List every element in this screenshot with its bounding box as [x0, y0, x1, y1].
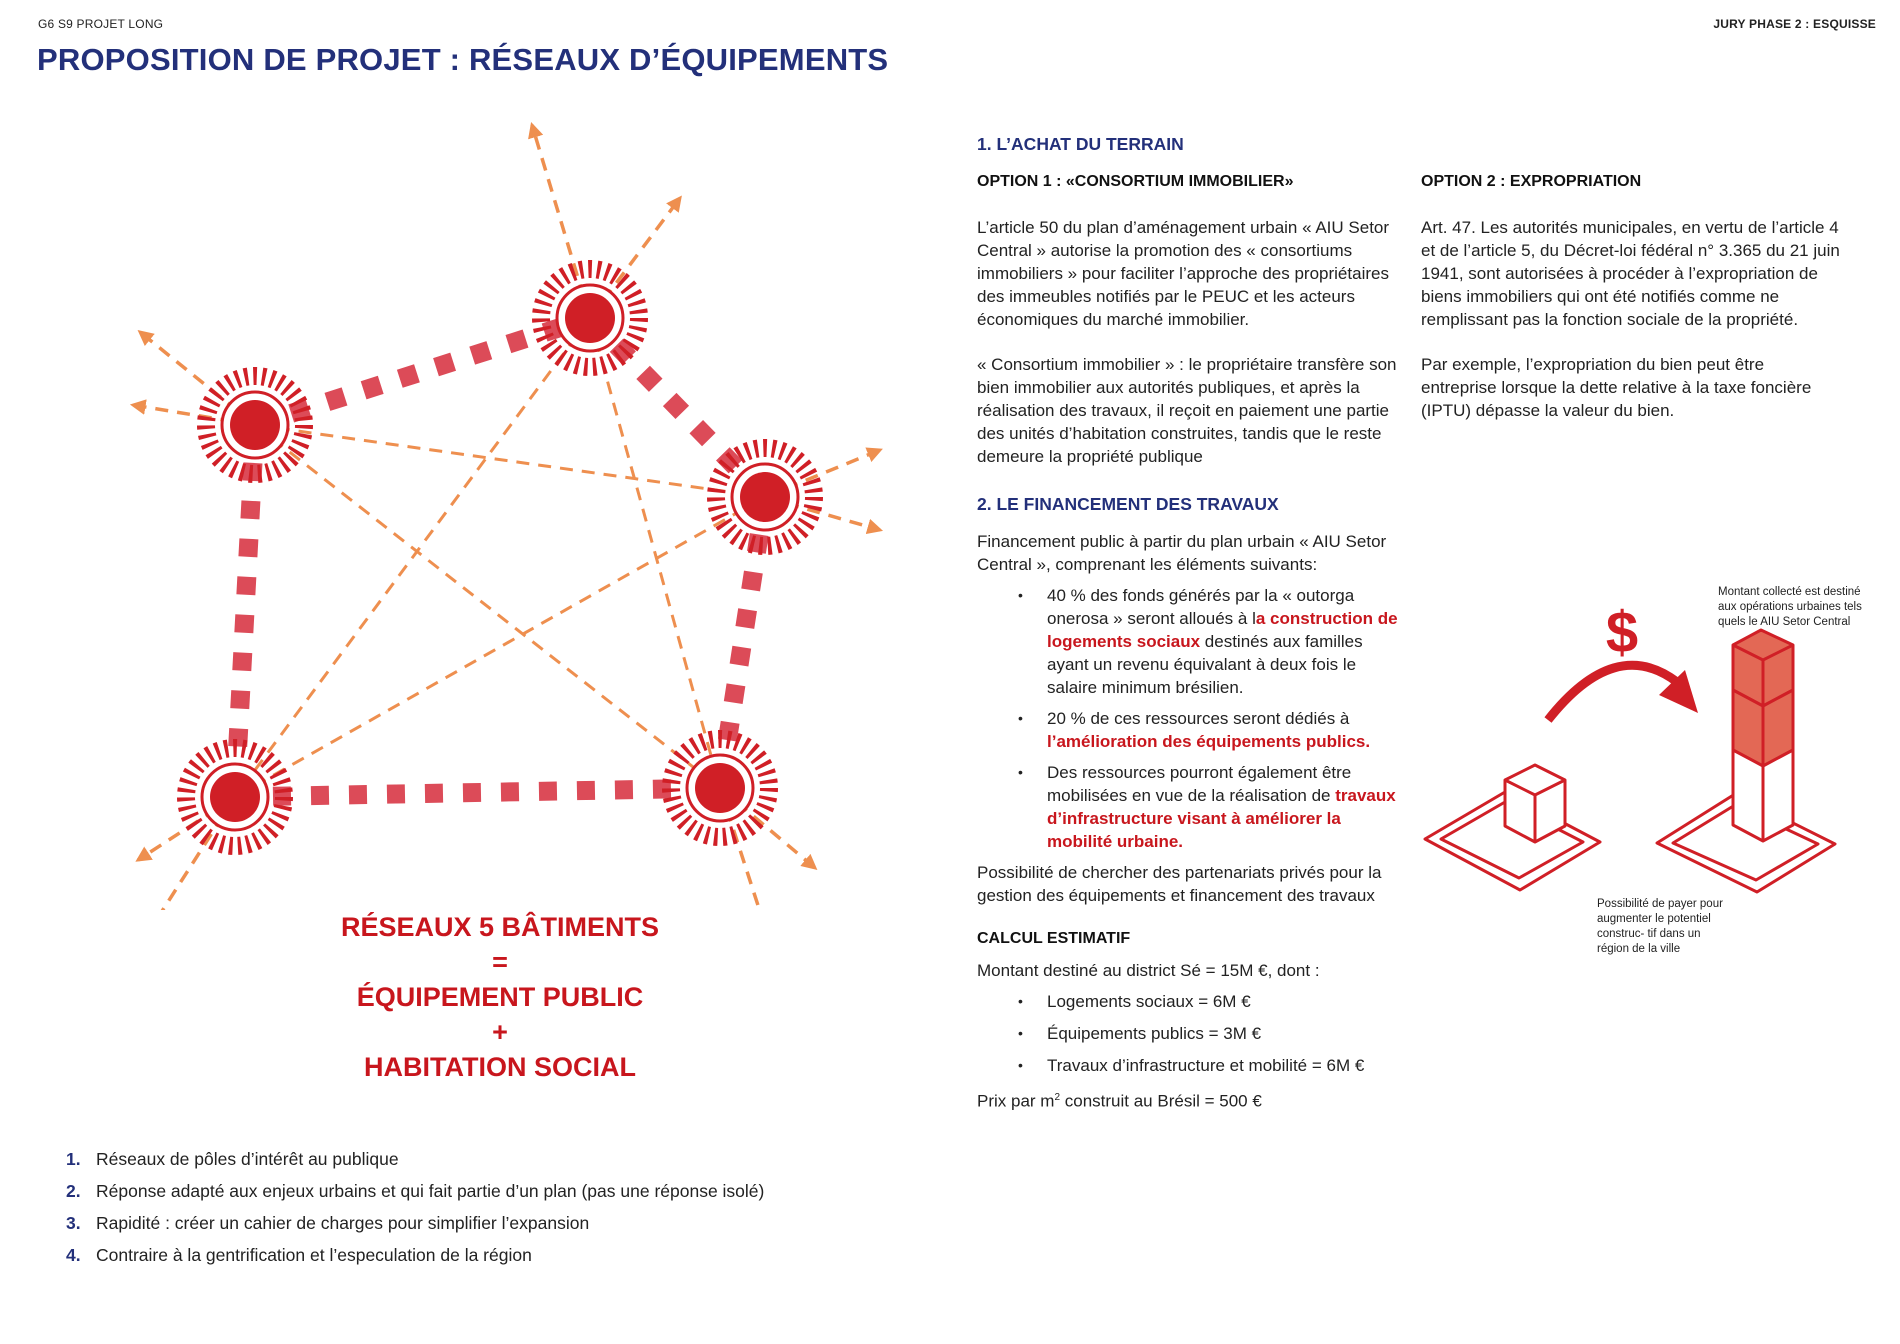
list-text: Réponse adapté aux enjeux urbains et qui fait partie d’un plan (pas une réponse isolé): [96, 1181, 765, 1201]
node-core: [695, 763, 745, 813]
calcul-title: CALCUL ESTIMATIF: [977, 930, 1131, 947]
price-text: Prix par m: [977, 1091, 1055, 1111]
price-per-sqm: [977, 1086, 1407, 1113]
transfer-arrow: [1548, 665, 1677, 720]
price-text: construit au Brésil = 500 €: [1060, 1091, 1262, 1111]
list-number: 2.: [66, 1181, 81, 1201]
list-number: 4.: [66, 1245, 81, 1265]
list-number: 3.: [66, 1213, 81, 1233]
bullet-text: 40 % des fonds générés par la « outorga onerosa » seront alloués à l: [1047, 586, 1355, 628]
building-node-icon: [541, 269, 639, 367]
list-item: • Logements sociaux = 6M €: [1047, 990, 1407, 1013]
text-column-left: [977, 133, 1407, 1113]
network-links: [235, 318, 765, 797]
network-nodes: [186, 269, 814, 846]
node-core: [565, 293, 615, 343]
node-core: [740, 472, 790, 522]
section-title-financing: 2. LE FINANCEMENT DES TRAVAUX: [977, 494, 1279, 514]
diagram-slogan: [260, 910, 740, 1085]
building-node-icon: [206, 376, 304, 474]
section-title-land-purchase: 1. L’ACHAT DU TERRAIN: [977, 134, 1184, 154]
node-core: [210, 772, 260, 822]
option1-paragraph: L’article 50 du plan d’aménagement urbain « AIU Setor Central » autorise la promotion des « consortiums immobiliers » pour faciliter l’approche des propriétaires des immeubles notifiés par le PEUC et les acteurs économiques du marché immobilier.: [977, 218, 1390, 329]
network-diagram: [100, 110, 900, 910]
option2-paragraph: Par exemple, l’expropriation du bien peut être entreprise lorsque la dette relative à la taxe foncière (IPTU) dépasse la valeur du bien.: [1421, 355, 1812, 420]
building-node-icon: [671, 739, 769, 837]
list-item: [66, 1207, 764, 1239]
financing-outro: Possibilité de chercher des partenariats privés pour la gestion des équipements et financement des travaux: [977, 863, 1382, 905]
network-diagonal: [235, 318, 590, 797]
building-node-icon: [186, 748, 284, 846]
illustration-note-bottom: Possibilité de payer pour augmenter le potentiel construc- tif dans un région de la ville: [1597, 898, 1723, 955]
slogan-line: +: [492, 1017, 508, 1047]
slogan-line: HABITATION SOCIAL: [364, 1052, 636, 1082]
slogan-line: RÉSEAUX 5 BÂTIMENTS: [340, 912, 660, 942]
list-item: [1047, 584, 1407, 699]
option2-title: OPTION 2 : EXPROPRIATION: [1421, 173, 1642, 190]
page-title: PROPOSITION DE PROJET : RÉSEAUX D’ÉQUIPEMENTS: [37, 42, 889, 77]
list-number: 1.: [66, 1149, 81, 1169]
list-text: Rapidité : créer un cahier de charges pour simplifier l’expansion: [96, 1213, 590, 1233]
list-item: [66, 1175, 764, 1207]
bullet-emphasis: travaux d’infrastructure visant à améliorer la mobilité urbaine.: [1047, 786, 1396, 851]
list-item: [66, 1239, 764, 1271]
list-item: [1047, 761, 1407, 853]
slogan-line: ÉQUIPEMENT PUBLIC: [356, 982, 644, 1012]
network-link: [235, 788, 720, 797]
bullet-emphasis: a construction de logements sociaux: [1047, 609, 1398, 651]
header-left-label: G6 S9 PROJET LONG: [38, 17, 164, 31]
dollar-icon: $: [1605, 600, 1639, 665]
financing-intro: Financement public à partir du plan urbain « AIU Setor Central », comprenant les éléments suivants:: [977, 532, 1387, 574]
tall-building-icon: [1657, 630, 1835, 892]
list-item: • Équipements publics = 3M €: [1047, 1022, 1407, 1045]
bullet-text: Des ressources pourront également être mobilisées en vue de la réalisation de: [1047, 763, 1352, 805]
small-building-icon: [1425, 765, 1600, 890]
financing-list: [977, 584, 1407, 853]
key-points-list: [66, 1143, 764, 1271]
price-superscript: 2: [1054, 1092, 1061, 1103]
calcul-list: [977, 990, 1407, 1077]
option1-paragraph: « Consortium immobilier » : le propriétaire transfère son bien immobilier aux autorités publiques, et après la réalisation des travaux, il reçoit en paiement une partie des unités d’habitation construites, tandis que le reste demeure la propriété publique: [977, 355, 1397, 466]
slogan-line: =: [492, 947, 508, 977]
calcul-intro: Montant destiné au district Sé = 15M €, dont :: [977, 961, 1320, 980]
option2-paragraph: Art. 47. Les autorités municipales, en vertu de l’article 4 et de l’article 5, du Décret-loi fédéral n° 3.365 du 21 juin 1941, sont autorisées à procéder à l’expropriation de biens immobiliers qui ont été notifiés comme ne remplissant pas la fonction sociale de la propriété.: [1421, 218, 1840, 329]
list-item: [1047, 707, 1407, 753]
option1-title: OPTION 1 : «CONSORTIUM IMMOBILIER»: [977, 173, 1294, 190]
list-text: Contraire à la gentrification et l’especulation de la région: [96, 1245, 532, 1265]
header-right-label: JURY PHASE 2 : ESQUISSE: [1713, 17, 1876, 31]
bullet-emphasis: l’amélioration des équipements publics.: [1047, 732, 1371, 751]
text-column-right: [1421, 170, 1841, 422]
list-item: [66, 1143, 764, 1175]
network-diagonal: [590, 318, 720, 788]
network-diagonals: [235, 318, 765, 797]
bullet-text: destinés aux familles ayant un revenu équivalant à deux fois le salaire minimum brésilien.: [1047, 632, 1363, 697]
illustration-note-top: Montant collecté est destiné aux opérations urbaines tels quels le AIU Setor Central: [1718, 586, 1862, 628]
list-text: Réseaux de pôles d’intérêt au publique: [96, 1149, 399, 1169]
node-core: [230, 400, 280, 450]
bullet-text: 20 % de ces ressources seront dédiés à: [1047, 709, 1350, 728]
network-diagonal: [235, 497, 765, 797]
list-item: • Travaux d’infrastructure et mobilité = 6M €: [1047, 1054, 1407, 1077]
